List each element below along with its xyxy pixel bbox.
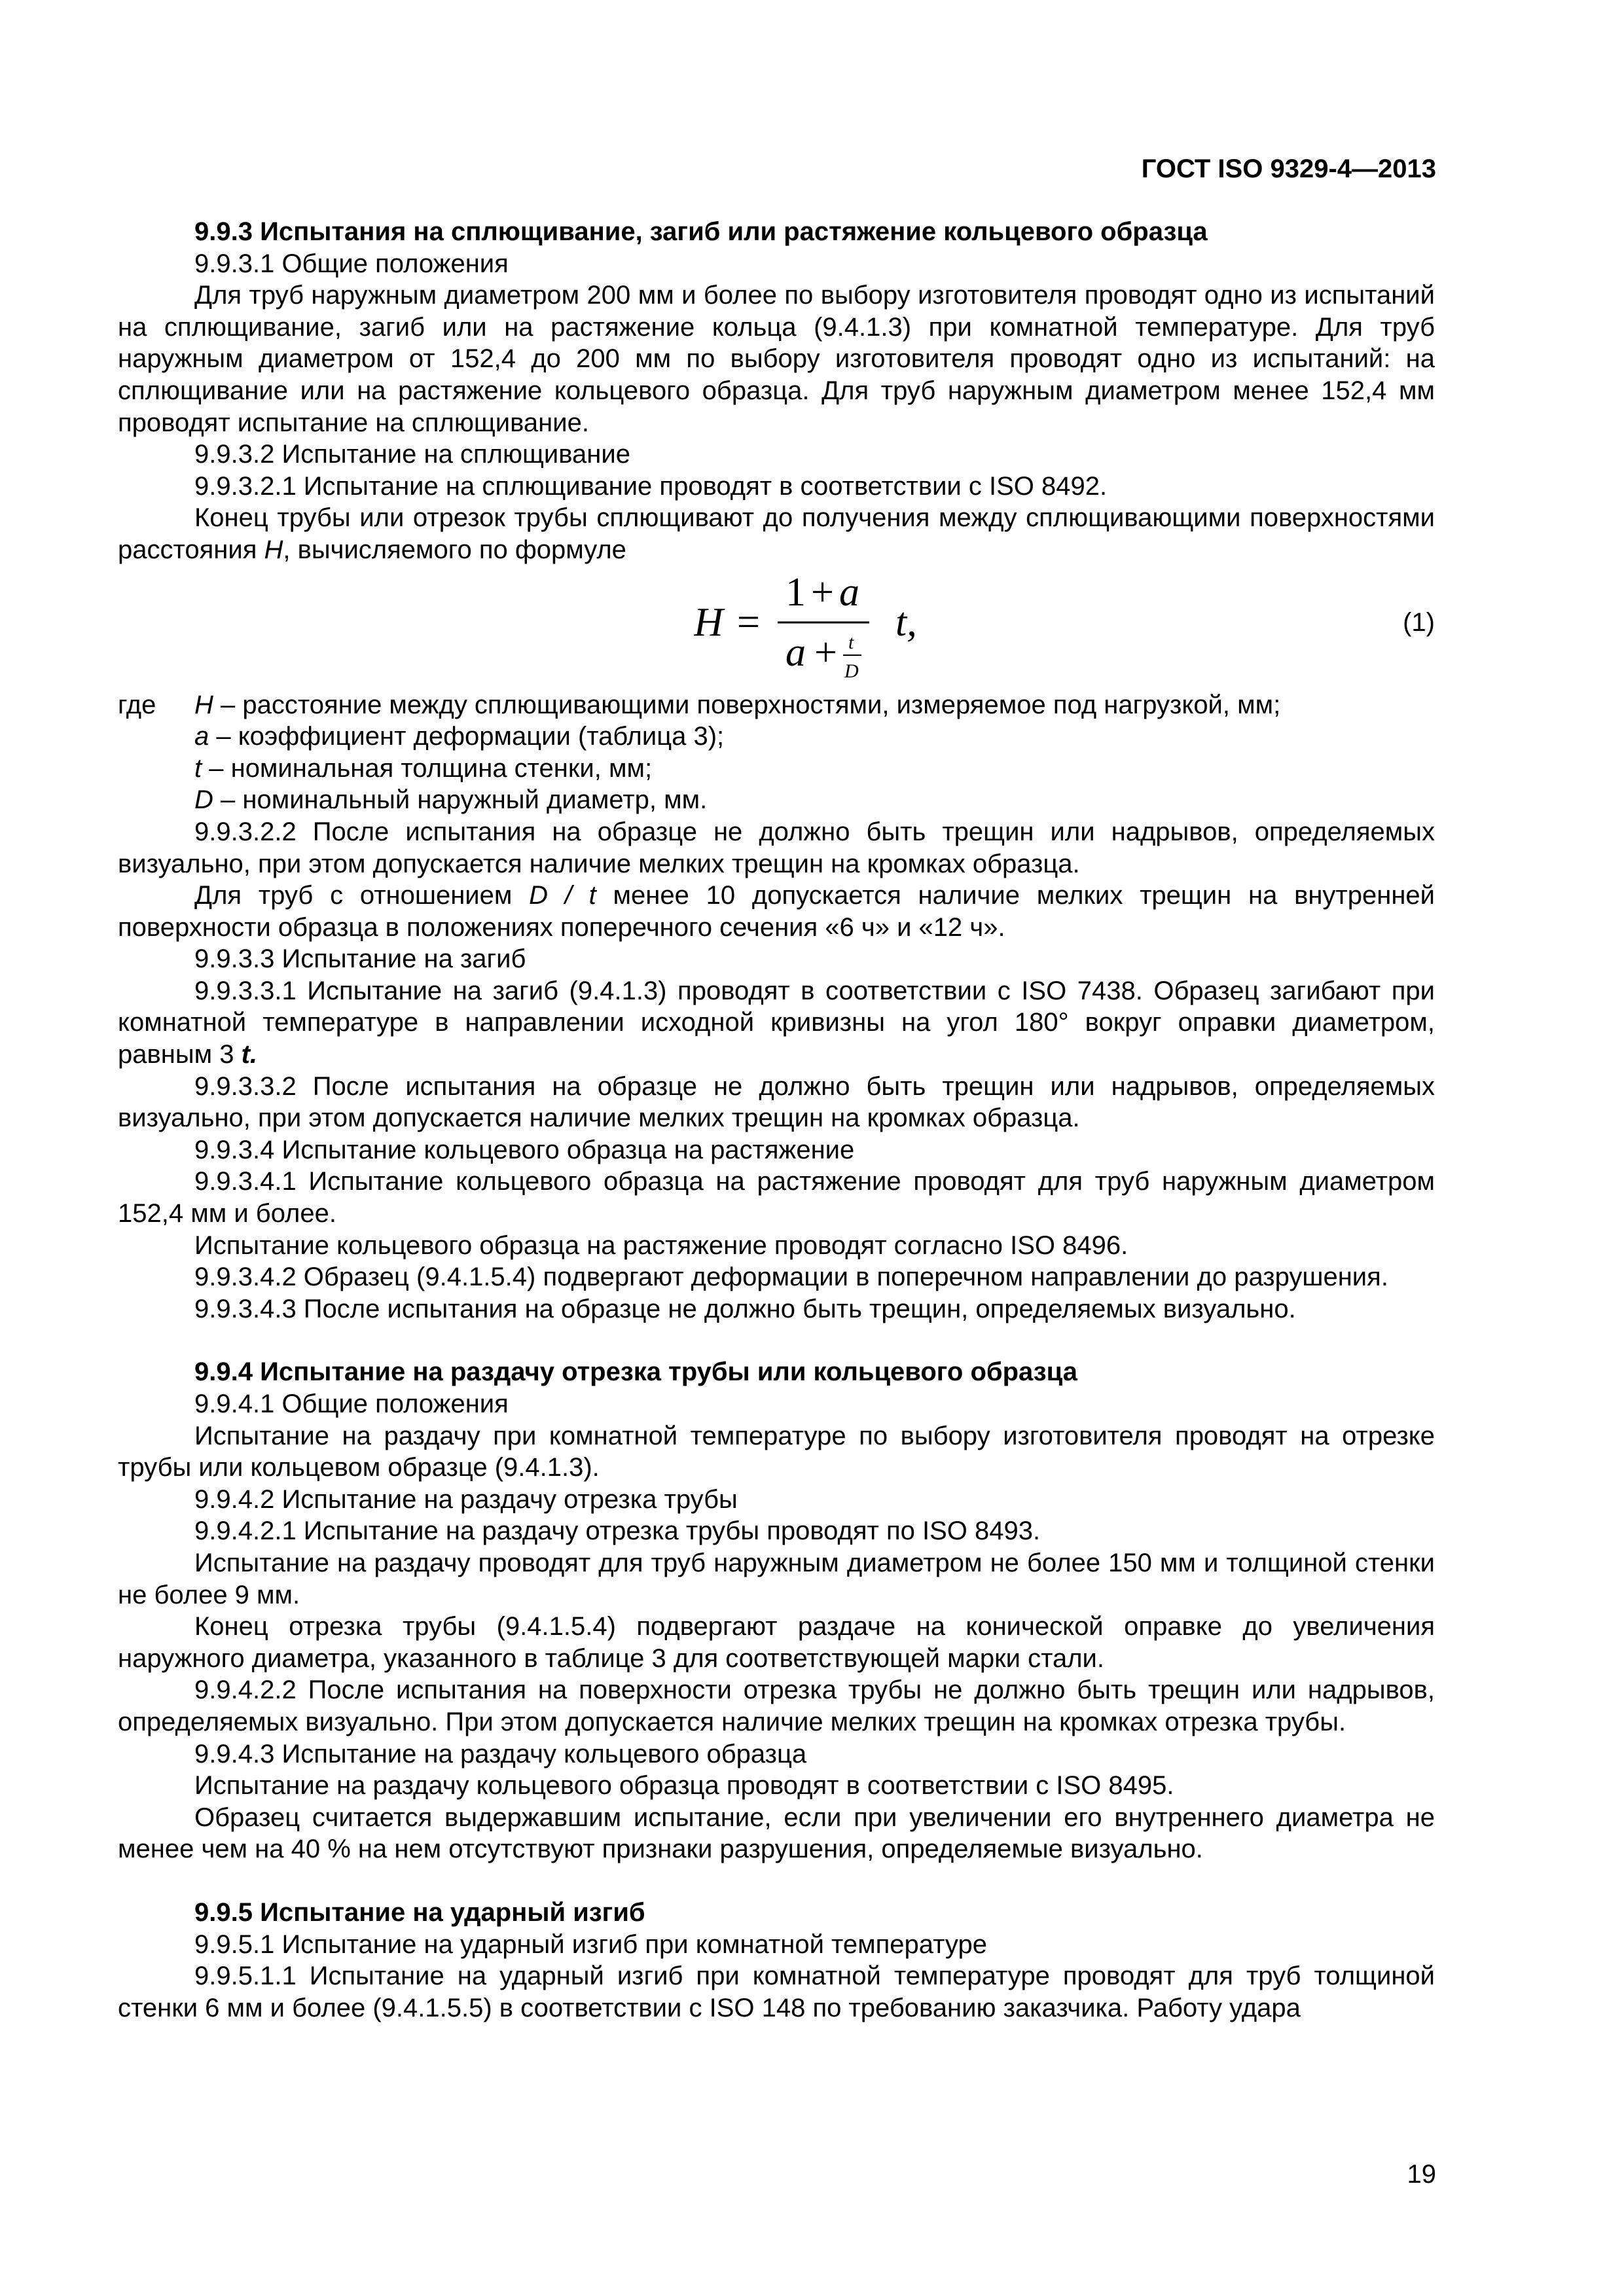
subsection-heading: 9.9.4.3 Испытание на раздачу кольцевого образца [194, 1739, 807, 1768]
paragraph: 9.9.3.4.2 Образец (9.4.1.5.4) подвергают деформации в поперечном направлении до разрушения. [194, 1263, 1388, 1292]
document-header: ГОСТ ISO 9329-4—2013 [1141, 154, 1436, 183]
paragraph [118, 502, 1435, 565]
subsection-heading: 9.9.3.2 Испытание на сплющивание [194, 440, 630, 469]
subsection-heading: 9.9.3.4 Испытание кольцевого образца на растяжение [194, 1135, 855, 1164]
formula-den-D: D [844, 660, 859, 682]
text-run: 9.9.3.3.1 Испытание на загиб (9.4.1.3) проводят в соответствии с ISO 7438. Образец загибают при комнатной температуре в направлении исходной кривизны на угол 180° вокруг оправки диаметром, равным 3 [118, 976, 1435, 1069]
section-heading-9-9-4: 9.9.4 Испытание на раздачу отрезка трубы или кольцевого образца [194, 1357, 1077, 1387]
paragraph: 9.9.4.2.2 После испытания на поверхности отрезка трубы не должно быть трещин или надрывов, определяемых визуально. При этом допускается наличие мелких трещин на кромках отрезка трубы. [118, 1676, 1435, 1736]
text-run: менее 10 допускается наличие мелких трещин на внутренней поверхности образца в положениях поперечного сечения «6 ч» и «12 ч». [118, 881, 1435, 942]
formula-lhs: H [694, 600, 723, 645]
legend-where: где [118, 690, 156, 719]
formula-equals: = [737, 600, 760, 645]
paragraph: Для труб наружным диаметром 200 мм и более по выбору изготовителя проводят одно из испытаний на сплющивание, загиб или на растяжение кольца (9.4.1.3) при комнатной температуре. Для труб наружным диаметром от 152,4 до 200 мм по выбору изготовителя проводят одно из испытаний: на сплющивание или на растяжение кольцевого образца. Для труб наружным диаметром менее 152,4 мм проводят испытание на сплющивание. [118, 281, 1435, 437]
section-heading-9-9-5: 9.9.5 Испытание на ударный изгиб [194, 1897, 645, 1927]
paragraph: 9.9.3.4.3 После испытания на образце не должно быть трещин, определяемых визуально. [194, 1294, 1296, 1323]
variable: D [194, 785, 213, 815]
text-run: – расстояние между сплющивающими поверхностями, измеряемое под нагрузкой, мм; [213, 690, 1281, 719]
variable: a [194, 722, 209, 751]
paragraph: Испытание на раздачу кольцевого образца проводят в соответствии с ISO 8495. [194, 1771, 1174, 1801]
subsection-heading: 9.9.5.1 Испытание на ударный изгиб при комнатной температуре [194, 1929, 987, 1959]
variable: D / t [529, 881, 596, 910]
legend-item [194, 689, 1280, 721]
page-number: 19 [1407, 2160, 1436, 2189]
text-run: , вычисляемого по формуле [283, 535, 626, 564]
variable: H [194, 690, 213, 719]
subsection-heading: 9.9.4.2 Испытание на раздачу отрезка трубы [194, 1484, 738, 1514]
legend-item [194, 753, 1280, 785]
text-run: Конец трубы или отрезок трубы сплющивают до получения между сплющивающими поверхностями расстояния [118, 503, 1435, 564]
formula-block [118, 566, 1435, 689]
paragraph: 9.9.3.2.2 После испытания на образце не должно быть трещин или надрывов, определяемых визуально, при этом допускается наличие мелких трещин на кромках образца. [118, 817, 1435, 878]
paragraph: 9.9.3.4.1 Испытание кольцевого образца на растяжение проводят для труб наружным диаметром 152,4 мм и более. [118, 1167, 1435, 1229]
paragraph: 9.9.4.2.1 Испытание на раздачу отрезка трубы проводят по ISO 8493. [194, 1516, 1041, 1546]
subsection-heading: 9.9.3.1 Общие положения [194, 249, 509, 278]
paragraph: Испытание на раздачу проводят для труб наружным диаметром не более 150 мм и толщиной стенки не более 9 мм. [118, 1548, 1435, 1609]
formula-1 [694, 566, 1060, 689]
paragraph: Испытание кольцевого образца на растяжение проводят согласно ISO 8496. [194, 1230, 1128, 1260]
formula-den-a: a [785, 630, 806, 675]
paragraph [118, 880, 1435, 943]
subsection-heading: 9.9.3.3 Испытание на загиб [194, 944, 526, 974]
formula-den-t: t [848, 631, 854, 653]
paragraph: Конец отрезка трубы (9.4.1.5.4) подвергают раздаче на конической оправке до увеличения наружного диаметра, указанного в таблице 3 для соответствующей марки стали. [118, 1612, 1435, 1673]
legend-item [194, 784, 1280, 816]
variable: t. [241, 1040, 257, 1069]
subsection-heading: 9.9.4.1 Общие положения [194, 1390, 509, 1418]
formula-tail: t, [895, 600, 917, 645]
text-run: – номинальная толщина стенки, мм; [202, 753, 653, 783]
paragraph [118, 975, 1435, 1071]
legend-item [194, 721, 1280, 753]
variable: t [194, 753, 202, 783]
paragraph: Испытание на раздачу при комнатной температуре по выбору изготовителя проводят на отрезке трубы или кольцевом образце (9.4.1.3). [118, 1421, 1435, 1482]
paragraph: 9.9.3.2.1 Испытание на сплющивание проводят в соответствии с ISO 8492. [194, 471, 1108, 501]
formula-legend [118, 689, 1280, 816]
document-body [118, 216, 1435, 2024]
paragraph: 9.9.3.3.2 После испытания на образце не должно быть трещин или надрывов, определяемых визуально, при этом допускается наличие мелких трещин на кромках образца. [118, 1071, 1435, 1133]
text-run: – коэффициент деформации (таблица 3); [209, 722, 725, 751]
paragraph: 9.9.5.1.1 Испытание на ударный изгиб при комнатной температуре проводят для труб толщиной стенки 6 мм и более (9.4.1.5.5) в соответствии с ISO 148 по требованию заказчика. Работу удара [118, 1962, 1435, 2022]
equation-number: (1) [1403, 607, 1435, 637]
formula-den-plus: + [814, 630, 837, 675]
section-heading-9-9-3: 9.9.3 Испытания на сплющивание, загиб или растяжение кольцевого образца [194, 217, 1208, 246]
formula-numerator: 1 + a [785, 569, 859, 615]
text-run: – номинальный наружный диаметр, мм. [213, 785, 708, 815]
variable: H [264, 535, 283, 564]
text-run: Для труб с отношением [194, 881, 530, 910]
paragraph: Образец считается выдержавшим испытание, если при увеличении его внутреннего диаметра не менее чем на 40 % на нем отсутствуют признаки разрушения, определяемые визуально. [118, 1803, 1435, 1864]
